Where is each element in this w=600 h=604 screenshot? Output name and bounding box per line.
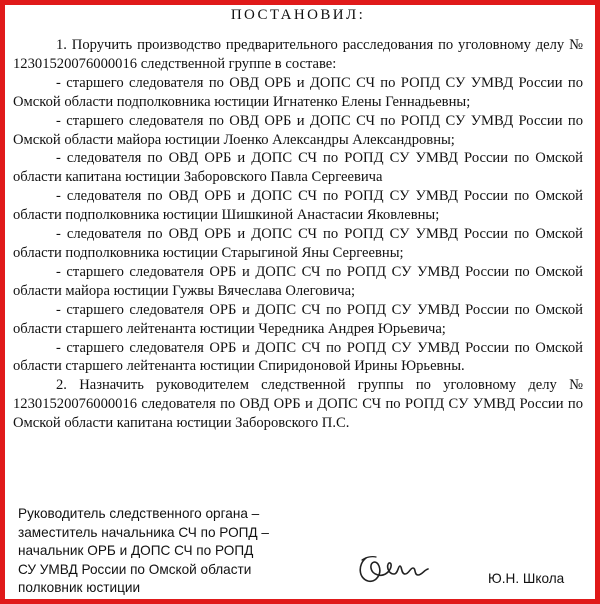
position-line: Руководитель следственного органа – (18, 506, 260, 521)
position-line: СУ УМВД России по Омской области (18, 561, 252, 577)
position-line: полковник юстиции (18, 580, 141, 596)
signature-position-block (18, 505, 318, 598)
position-line: начальник ОРБ и ДОПС СЧ по РОПД (18, 543, 254, 559)
document-body (13, 6, 583, 433)
member-8: - старшего следователя ОРБ и ДОПС СЧ по РОПД СУ УМВД России по Омской области старшего лейтенанта юстиции Спиридоновой Ирины Юрьевны. (13, 339, 583, 375)
item-2: 2. Назначить руководителем следственной группы по уголовному делу № 12301520076000016 следователя по ОВД ОРБ и ДОПС СЧ по РОПД СУ УМВД России по Омской области капитана юстиции Заборовского П.С. (13, 377, 583, 432)
member-6: - старшего следователя ОРБ и ДОПС СЧ по РОПД СУ УМВД России по Омской области майора юстиции Гужвы Вячеслава Олеговича; (13, 263, 583, 299)
member-3: - следователя по ОВД ОРБ и ДОПС СЧ по РОПД СУ УМВД России по Омской области капитана юстиции Заборовского Павла Сергеевича (13, 150, 583, 186)
member-1: - старшего следователя по ОВД ОРБ и ДОПС СЧ по РОПД СУ УМВД России по Омской области подполковника юстиции Игнатенко Елены Геннадьевны; (13, 74, 583, 110)
handwritten-signature (352, 548, 432, 588)
member-7: - старшего следователя ОРБ и ДОПС СЧ по РОПД СУ УМВД России по Омской области старшего лейтенанта юстиции Чередника Андрея Юрьевича; (13, 301, 583, 337)
member-5: - следователя по ОВД ОРБ и ДОПС СЧ по РОПД СУ УМВД России по Омской области подполковника юстиции Старыгиной Яны Сергеевны; (13, 226, 583, 261)
member-4: - следователя по ОВД ОРБ и ДОПС СЧ по РОПД СУ УМВД России по Омской области подполковника юстиции Шишкиной Анастасии Яковлевны; (13, 188, 583, 224)
resolution-heading: ПОСТАНОВИЛ: (230, 7, 366, 23)
position-line: заместитель начальника СЧ по РОПД – (18, 524, 269, 540)
member-2: - старшего следователя по ОВД ОРБ и ДОПС СЧ по РОПД СУ УМВД России по Омской области майора юстиции Лоенко Александры Александровны; (13, 112, 583, 148)
item-1-intro: 1. Поручить производство предварительного расследования по уголовному делу № 12301520076000016 следственной группе в составе: (13, 37, 583, 72)
signer-name: Ю.Н. Школа (488, 571, 565, 586)
